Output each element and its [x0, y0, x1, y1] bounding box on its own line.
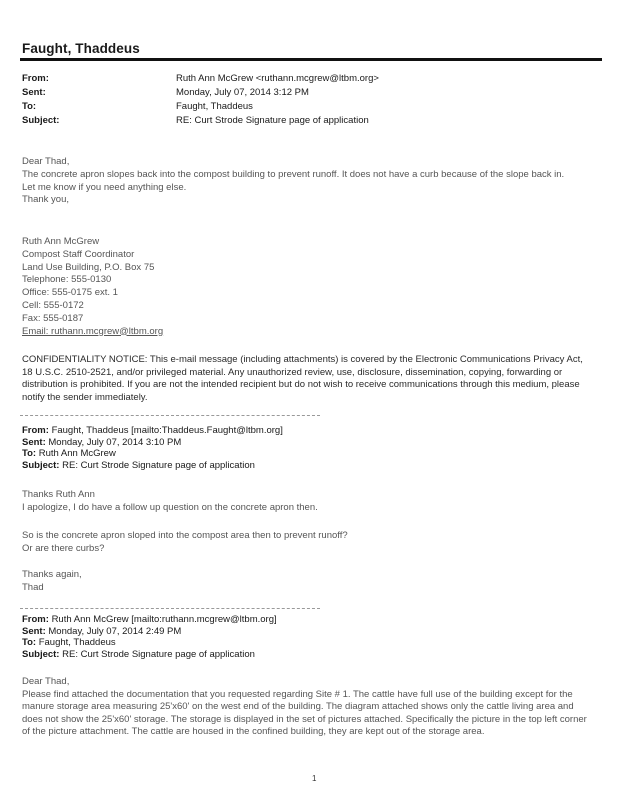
email1-line2: Let me know if you need anything else. — [22, 181, 187, 193]
from-value: Ruth Ann McGrew <ruthann.mcgrew@ltbm.org> — [176, 73, 379, 84]
email2-from-value: Faught, Thaddeus [mailto:Thaddeus.Faught@ltbm.org] — [51, 425, 283, 436]
email1-body — [22, 156, 592, 207]
to-value: Faught, Thaddeus — [176, 101, 253, 112]
email2-line3: Or are there curbs? — [22, 542, 105, 554]
signature-block — [22, 236, 592, 338]
signature-email-link[interactable]: Email: ruthann.mcgrew@ltbm.org — [22, 325, 164, 337]
email3-body — [22, 676, 592, 739]
signature-line: Land Use Building, P.O. Box 75 — [22, 261, 155, 273]
page-number: 1 — [312, 774, 317, 783]
confidentiality-notice: CONFIDENTIALITY NOTICE: This e-mail message (including attachments) is covered by the Electronic Communications Privacy Act, 18 U.S.C. 2510-2521, and/or privileged material. Any unauthorized review, use, disclosure, dissemination, copying, forwarding or distribution is prohibited. If you are not the intended recipient but do not wish to receive communications through this medium, please notify the sender immediately. — [22, 354, 583, 403]
header-divider — [20, 58, 602, 61]
sent-label: Sent: — [22, 87, 46, 98]
email2-to-label: To: — [22, 448, 37, 459]
email3-subject-label: Subject: — [22, 648, 60, 660]
email3-subject-value: RE: Curt Strode Signature page of application — [62, 648, 255, 660]
to-label: To: — [22, 101, 37, 112]
email3-header — [22, 614, 592, 660]
signature-line: Cell: 555-0172 — [22, 299, 84, 311]
email2-line2: So is the concrete apron sloped into the compost area then to prevent runoff? — [22, 530, 348, 541]
from-label: From: — [22, 73, 49, 84]
email2-from-label: From: — [22, 425, 49, 436]
signature-line: Telephone: 555-0130 — [22, 274, 112, 286]
signature-line: Fax: 555-0187 — [22, 312, 84, 324]
email3-from-value: Ruth Ann McGrew [mailto:ruthann.mcgrew@ltbm.org] — [51, 614, 277, 625]
message-separator — [20, 415, 320, 416]
email3-from-label: From: — [22, 614, 49, 625]
subject-label: Subject: — [22, 115, 60, 126]
email2-header — [22, 425, 592, 471]
email2-greeting: Thanks Ruth Ann — [22, 489, 95, 500]
email3-to-label: To: — [22, 637, 37, 648]
email2-signoff: Thad — [22, 581, 44, 593]
email2-sent-label: Sent: — [22, 436, 46, 448]
email3-to-value: Faught, Thaddeus — [38, 637, 116, 648]
email1-greeting: Dear Thad, — [22, 156, 70, 167]
subject-value: RE: Curt Strode Signature page of application — [176, 115, 369, 126]
mailbox-owner-name: Faught, Thaddeus — [22, 41, 140, 56]
email3-sent-value: Monday, July 07, 2014 2:49 PM — [48, 625, 182, 637]
email2-line1: I apologize, I do have a follow up question on the concrete apron then. — [22, 501, 318, 513]
message-separator — [20, 608, 320, 609]
signature-line: Office: 555-0175 ext. 1 — [22, 287, 118, 299]
email3-sent-label: Sent: — [22, 625, 46, 637]
signature-line: Compost Staff Coordinator — [22, 248, 135, 260]
email2-to-value: Ruth Ann McGrew — [38, 448, 116, 459]
email1-closing: Thank you, — [22, 194, 69, 206]
email3-text: Please find attached the documentation that you requested regarding Site # 1. The cattle have full use of the building except for the manure storage area measuring 25'x60' on the west end of the building. The diagram attached shows only the cattle living area and does not show the 25'x60' storage. The storage is displayed in the set of pictures attached. Specifically the picture in the top left corner of the picture attachment. The cattle are housed in the confined building, they are kept out of the storage area. — [22, 688, 587, 737]
sent-value: Monday, July 07, 2014 3:12 PM — [176, 87, 309, 98]
email3-greeting: Dear Thad, — [22, 676, 70, 687]
email2-subject-label: Subject: — [22, 459, 60, 471]
signature-line: Ruth Ann McGrew — [22, 236, 100, 247]
email2-subject-value: RE: Curt Strode Signature page of application — [62, 459, 255, 471]
email2-closing: Thanks again, — [22, 569, 82, 580]
email2-sent-value: Monday, July 07, 2014 3:10 PM — [48, 436, 182, 448]
email1-text: The concrete apron slopes back into the compost building to prevent runoff. It does not have a curb because of the slope back in. — [22, 168, 565, 180]
email2-body — [22, 489, 592, 594]
